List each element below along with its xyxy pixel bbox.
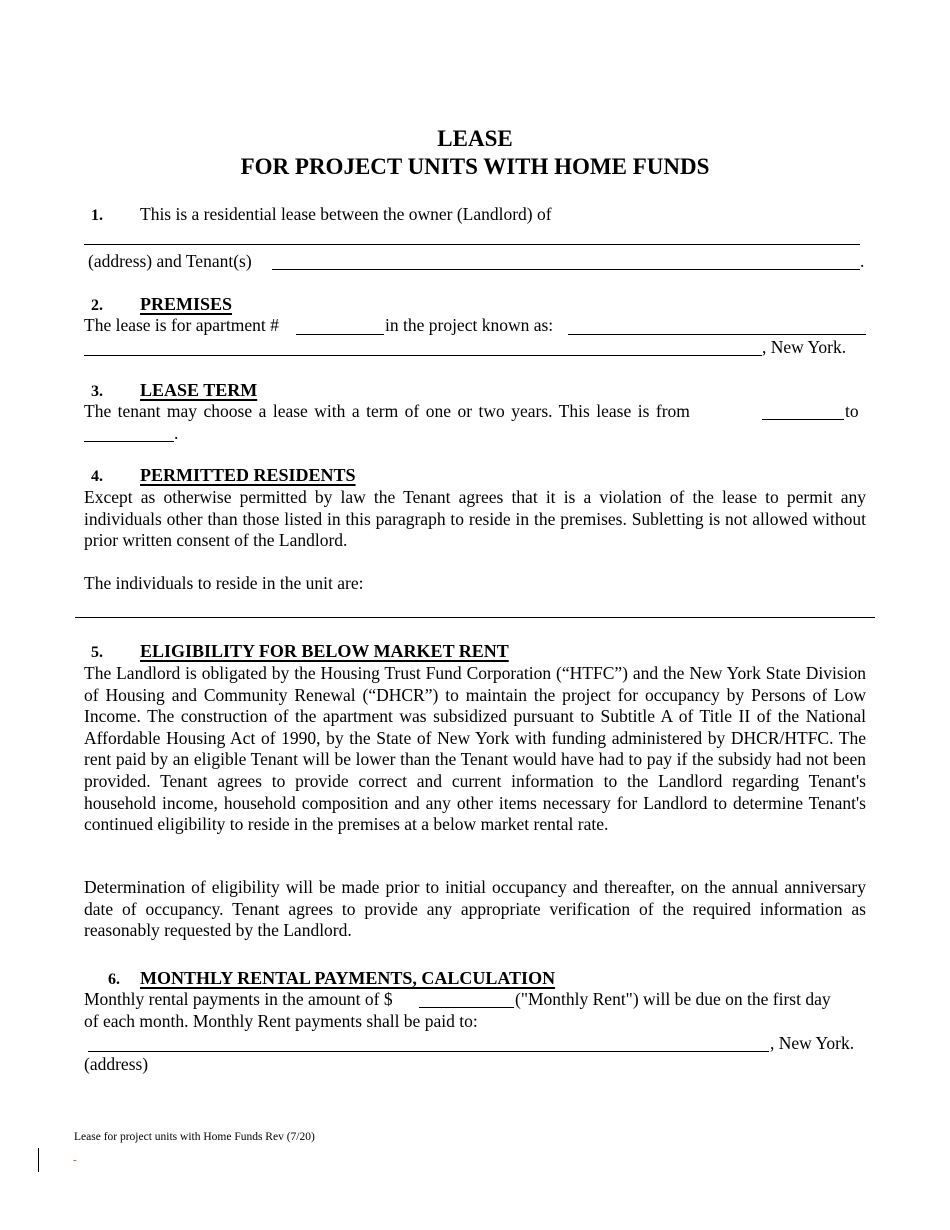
payment-address-field[interactable] bbox=[88, 1051, 769, 1052]
section-5-heading: ELIGIBILITY FOR BELOW MARKET RENT bbox=[140, 641, 509, 661]
section-2-heading: PREMISES bbox=[140, 294, 233, 314]
section-1-text: This is a residential lease between the owner (Landlord) of bbox=[140, 204, 552, 224]
section-6-text-b: ("Monthly Rent") will be due on the first day bbox=[515, 989, 831, 1009]
address-label: (address) bbox=[84, 1054, 149, 1074]
section-2-text-a: The lease is for apartment # bbox=[84, 315, 279, 335]
project-name-field[interactable] bbox=[568, 334, 866, 335]
section-4-heading: PERMITTED RESIDENTS bbox=[140, 465, 356, 485]
landlord-address-line[interactable] bbox=[84, 244, 860, 245]
margin-revision-bar bbox=[38, 1148, 39, 1172]
residents-label: The individuals to reside in the unit are: bbox=[84, 573, 364, 593]
residents-field-line[interactable] bbox=[75, 617, 875, 618]
footer-text: Lease for project units with Home Funds Rev (7/20) bbox=[74, 1131, 315, 1143]
section-3-number: 3. bbox=[91, 383, 103, 400]
apartment-number-field[interactable] bbox=[296, 334, 384, 335]
section-4-number: 4. bbox=[91, 468, 103, 485]
section-1-end: . bbox=[860, 251, 865, 271]
section-5-paragraph-1: The Landlord is obligated by the Housing Trust Fund Corporation (“HTFC”) and the New York State Division of Housing and Community Renewal (“DHCR”) to maintain the project for occupancy by Persons of Low Income. The construction of the apartment was subsidized pursuant to Subtitle A of Title II of the National Affordable Housing Act of 1990, by the State of New York with funding administered by DHCR/HTFC. The rent paid by an eligible Tenant will be lower than the Tenant would have had to pay if the subsidy had not been provided. Tenant agrees to provide correct and current information to the Landlord regarding Tenant's household income, household composition and any other items necessary for Landlord to determine Tenant's continued eligibility to reside in the premises at a below market rental rate. bbox=[84, 663, 866, 835]
monthly-rent-amount-field[interactable] bbox=[419, 1007, 514, 1008]
section-6-text-a: Monthly rental payments in the amount of $ bbox=[84, 989, 393, 1009]
section-1-number: 1. bbox=[91, 207, 103, 224]
document-title: LEASE bbox=[437, 126, 513, 151]
section-3-heading: LEASE TERM bbox=[140, 380, 258, 400]
lease-end-field[interactable] bbox=[84, 441, 174, 442]
tenant-label: (address) and Tenant(s) bbox=[88, 251, 252, 271]
document-subtitle: FOR PROJECT UNITS WITH HOME FUNDS bbox=[240, 154, 710, 179]
revision-mark: - bbox=[73, 1154, 77, 1166]
lease-start-field[interactable] bbox=[762, 419, 844, 420]
section-2-text-b: in the project known as: bbox=[385, 315, 554, 335]
section-6-line-2: of each month. Monthly Rent payments shall be paid to: bbox=[84, 1011, 478, 1031]
section-2-number: 2. bbox=[91, 297, 103, 314]
section-6-number: 6. bbox=[108, 971, 120, 988]
section-6-end: , New York. bbox=[770, 1033, 855, 1053]
section-6-heading: MONTHLY RENTAL PAYMENTS, CALCULATION bbox=[140, 968, 556, 988]
section-3-to: to bbox=[845, 401, 859, 421]
section-5-paragraph-2: Determination of eligibility will be made prior to initial occupancy and thereafter, on the annual anniversary date of occupancy. Tenant agrees to provide any appropriate verification of the required information as reasonably requested by the Landlord. bbox=[84, 877, 866, 941]
section-3-end: . bbox=[174, 423, 179, 443]
tenant-name-field[interactable] bbox=[272, 269, 860, 270]
section-5-number: 5. bbox=[91, 644, 103, 661]
section-2-end: , New York. bbox=[762, 337, 847, 357]
section-4-paragraph: Except as otherwise permitted by law the Tenant agrees that it is a violation of the lease to permit any individuals other than those listed in this paragraph to reside in the premises. Subletting is not allowed without prior written consent of the Landlord. bbox=[84, 487, 866, 551]
project-name-field-line2[interactable] bbox=[84, 355, 762, 356]
section-3-text: The tenant may choose a lease with a term of one or two years. This lease is from bbox=[84, 401, 690, 421]
